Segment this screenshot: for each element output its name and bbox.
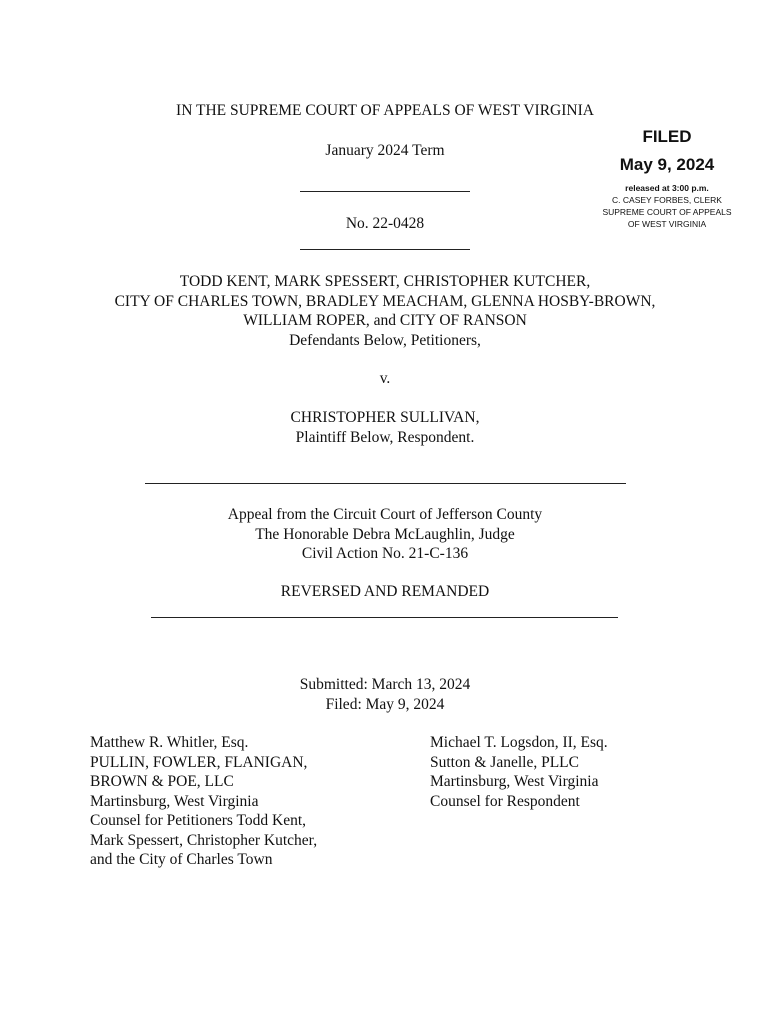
- appeal-line2: The Honorable Debra McLaughlin, Judge: [255, 525, 515, 543]
- petitioners-line2: CITY OF CHARLES TOWN, BRADLEY MEACHAM, GLENNA HOSBY-BROWN,: [114, 292, 656, 310]
- counsel-line: Counsel for Respondent: [430, 792, 580, 810]
- counsel-petitioners: [90, 733, 317, 870]
- counsel-line: Martinsburg, West Virginia: [430, 773, 599, 790]
- released-time: released at 3:00 p.m.: [625, 183, 709, 193]
- appeal-line1: Appeal from the Circuit Court of Jefferson County: [227, 506, 543, 523]
- filed-date-line: Filed: May 9, 2024: [325, 695, 445, 713]
- court-name-line1: SUPREME COURT OF APPEALS: [602, 207, 732, 217]
- separator-line: [300, 249, 470, 250]
- counsel-line: Mark Spessert, Christopher Kutcher,: [90, 831, 318, 849]
- case-number: No. 22-0428: [345, 215, 425, 232]
- counsel-line: Sutton & Janelle, PLLC: [430, 753, 579, 771]
- filed-label: FILED: [642, 127, 692, 146]
- respondent-name: CHRISTOPHER SULLIVAN,: [290, 409, 480, 426]
- term: January 2024 Term: [325, 142, 445, 159]
- counsel-line: Matthew R. Whitler, Esq.: [90, 734, 249, 751]
- counsel-respondent: [430, 733, 608, 811]
- respondent-role: Plaintiff Below, Respondent.: [295, 428, 475, 446]
- counsel-line: and the City of Charles Town: [90, 851, 273, 868]
- separator-line: [300, 191, 470, 192]
- court-heading: IN THE SUPREME COURT OF APPEALS OF WEST VIRGINIA: [176, 102, 594, 119]
- appeal-line3: Civil Action No. 21-C-136: [301, 545, 469, 562]
- counsel-line: Counsel for Petitioners Todd Kent,: [90, 812, 307, 829]
- petitioners-role: Defendants Below, Petitioners,: [289, 331, 481, 349]
- counsel-line: PULLIN, FOWLER, FLANIGAN,: [90, 753, 308, 771]
- clerk-name: C. CASEY FORBES, CLERK: [612, 195, 722, 205]
- petitioners-line1: TODD KENT, MARK SPESSERT, CHRISTOPHER KUTCHER,: [179, 273, 591, 290]
- counsel-line: Michael T. Logsdon, II, Esq.: [430, 734, 608, 751]
- separator-line: [145, 483, 626, 484]
- court-name-line2: OF WEST VIRGINIA: [627, 219, 707, 229]
- submitted-date: Submitted: March 13, 2024: [299, 676, 471, 693]
- petitioners-line3: WILLIAM ROPER, and CITY OF RANSON: [243, 312, 527, 329]
- separator-line: [151, 617, 618, 618]
- counsel-line: BROWN & POE, LLC: [90, 773, 234, 790]
- filed-date: May 9, 2024: [619, 155, 715, 174]
- counsel-line: Martinsburg, West Virginia: [90, 792, 259, 810]
- disposition: REVERSED AND REMANDED: [280, 583, 490, 600]
- versus: v.: [379, 370, 391, 387]
